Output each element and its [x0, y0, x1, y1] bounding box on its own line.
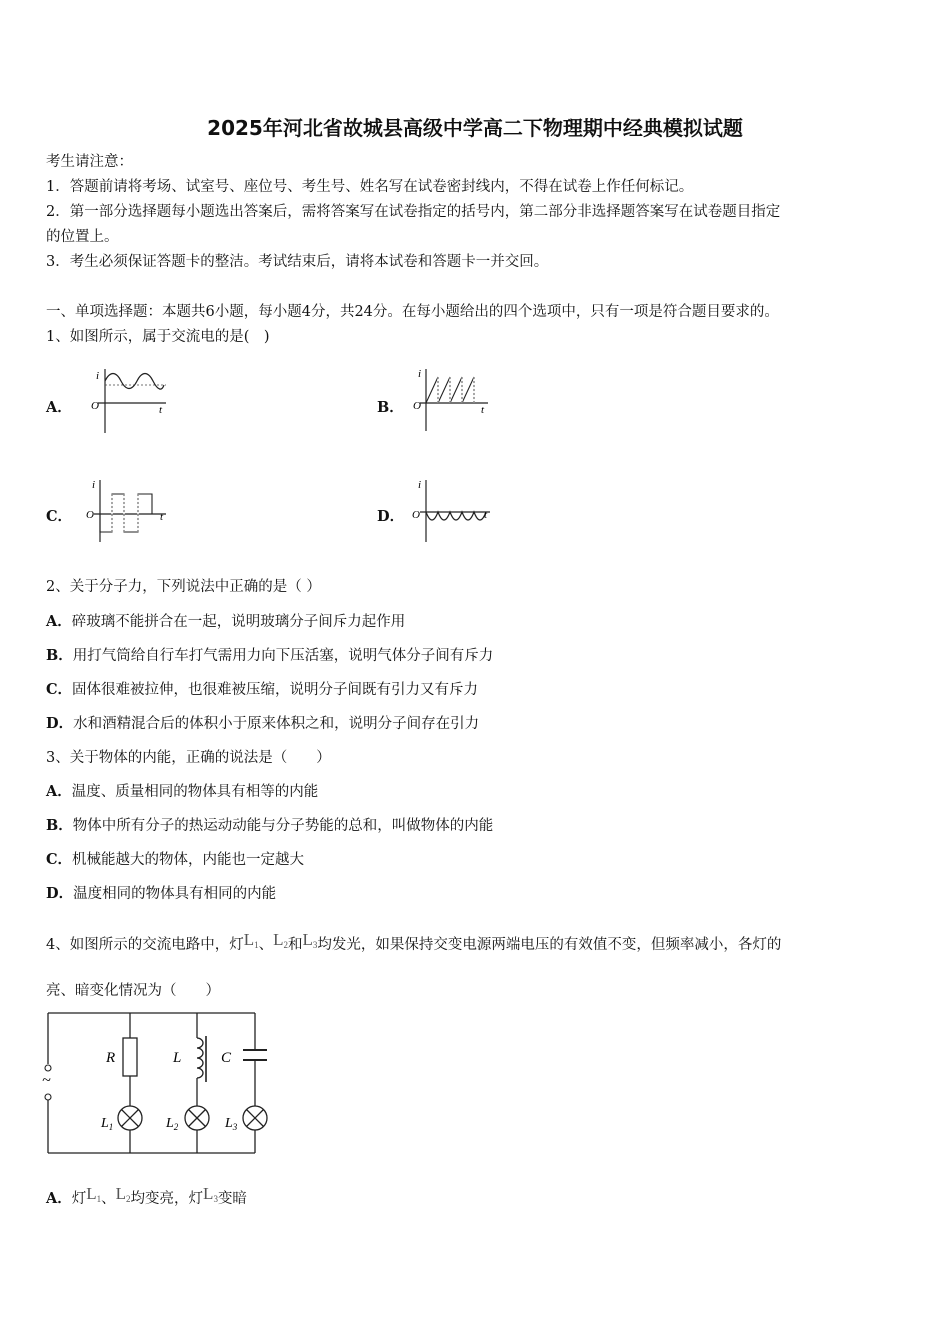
q4-stem	[46, 930, 781, 955]
graph-b-o-label: O	[413, 400, 421, 412]
q4-option-a-part1: 灯	[71, 1191, 87, 1207]
q1-graph-a	[88, 365, 178, 437]
q4-option-a	[46, 1184, 247, 1209]
q4-option-a-sep: 、	[101, 1191, 116, 1207]
section1-heading: 一、单项选择题：本题共6小题，每小题4分，共24分。在每小题给出的四个选项中，只有一项是符合题目要求的。	[46, 304, 779, 320]
q1-option-b-label: B．	[377, 399, 404, 416]
q4-option-a-part3: 变暗	[217, 1191, 247, 1207]
q3-option-c-label: C．	[46, 851, 73, 868]
inductor-l	[197, 1038, 203, 1078]
q4-option-a-lamp1: $L_1$	[86, 1184, 102, 1204]
q1-option-a-label: A．	[46, 399, 72, 416]
q3-option-c-text: 机械能越大的物体，内能也一定越大	[72, 852, 305, 868]
q2-option-d	[46, 714, 479, 734]
graph-c-i-label: i	[92, 479, 96, 491]
graph-a-i-label: i	[96, 370, 100, 382]
q3-option-a-label: A．	[46, 783, 72, 800]
graph-b-i-label: i	[418, 368, 422, 380]
graph-d-o-label: O	[412, 509, 420, 521]
q4-stem-lamp2: $L_2$	[273, 930, 289, 950]
q4-stem-part2: 均发光，如果保持交变电源两端电压的有效值不变，但频率减小，各灯的	[317, 937, 782, 953]
q4-stem-sep1: 、	[258, 937, 274, 953]
q4-stem-lamp1: $L_1$	[243, 930, 259, 950]
ac-source-symbol: ~	[42, 1072, 51, 1089]
notice-item-2: 2．第一部分选择题每小题选出答案后，需将答案写在试卷指定的括号内，第二部分非选择题答案写在试卷题目指定	[46, 204, 781, 220]
q4-stem-lamp3: $L_3$	[302, 930, 318, 950]
lamp-l2-label: $L_2$	[166, 1116, 179, 1132]
lamp-l3-label: $L_3$	[225, 1116, 238, 1132]
graph-a-o-label: O	[91, 400, 99, 412]
q4-stem-part1: 4、如图所示的交流电路中，灯	[46, 937, 244, 953]
q4-option-a-lamp2: $L_2$	[115, 1184, 131, 1204]
q1-option-c-label: C．	[46, 508, 73, 525]
q2-option-a-label: A．	[46, 613, 72, 630]
q2-option-b-label: B．	[46, 647, 73, 664]
q2-option-a-text: 碎玻璃不能拼合在一起，说明玻璃分子间斥力起作用	[71, 614, 406, 630]
q3-option-a-text: 温度、质量相同的物体具有相等的内能	[71, 784, 319, 800]
q3-option-d-text: 温度相同的物体具有相同的内能	[73, 886, 277, 902]
notice-heading: 考生请注意：	[46, 154, 133, 170]
q3-option-a	[46, 782, 318, 802]
q1-option-d-label: D．	[377, 508, 405, 525]
q4-stem-sep2: 和	[288, 937, 303, 953]
q3-option-d	[46, 884, 276, 904]
q4-circuit-diagram	[40, 1008, 280, 1158]
graph-b-t-label: t	[481, 404, 485, 416]
q2-option-b-text: 用打气筒给自行车打气需用力向下压活塞，说明气体分子间有斥力	[72, 648, 494, 664]
q2-stem: 2、关于分子力，下列说法中正确的是（ ）	[46, 579, 321, 595]
graph-d-t-label: t	[484, 509, 488, 521]
notice-item-1: 1．答题前请将考场、试室号、座位号、考生号、姓名写在试卷密封线内，不得在试卷上作任何标记。	[46, 179, 694, 195]
q2-option-d-text: 水和酒精混合后的体积小于原来体积之和，说明分子间存在引力	[73, 716, 480, 732]
q4-option-a-part2: 均变亮，灯	[130, 1191, 204, 1207]
graph-c-t-label: t	[160, 511, 164, 523]
q1-graph-c	[86, 476, 176, 548]
graph-d-i-label: i	[418, 479, 422, 491]
q4-option-a-lamp3: $L_3$	[203, 1184, 218, 1204]
graph-a-t-label: t	[159, 404, 163, 416]
q3-option-b	[46, 816, 493, 836]
q3-option-d-label: D．	[46, 885, 74, 902]
inductor-l-label: L	[173, 1050, 182, 1066]
q3-option-b-label: B．	[46, 817, 73, 834]
q1-graph-b	[410, 365, 500, 437]
graph-c-o-label: O	[86, 509, 94, 521]
q1-stem: 1、如图所示，属于交流电的是( )	[46, 329, 270, 345]
lamp-l1-label: $L_1$	[101, 1116, 114, 1132]
notice-item-2-cont: 的位置上。	[46, 229, 119, 245]
q4-option-a-label: A．	[46, 1190, 72, 1207]
q2-option-c	[46, 680, 478, 700]
q2-option-d-label: D．	[46, 715, 74, 732]
q1-graph-d	[410, 476, 500, 548]
resistor-r	[123, 1038, 137, 1076]
capacitor-c-label: C	[221, 1050, 232, 1066]
q2-option-c-label: C．	[46, 681, 73, 698]
exam-title: 2025年河北省故城县高级中学高二下物理期中经典模拟试题	[207, 116, 743, 140]
q2-option-a	[46, 612, 405, 632]
q2-option-c-text: 固体很难被拉伸，也很难被压缩，说明分子间既有引力又有斥力	[72, 682, 479, 698]
q3-stem: 3、关于物体的内能，正确的说法是（ ）	[46, 750, 331, 766]
q4-stem-line2: 亮、暗变化情况为（ ）	[46, 983, 220, 999]
q3-option-c	[46, 850, 304, 870]
q3-option-b-text: 物体中所有分子的热运动动能与分子势能的总和，叫做物体的内能	[72, 818, 494, 834]
notice-item-3: 3．考生必须保证答题卡的整洁。考试结束后，请将本试卷和答题卡一并交回。	[46, 254, 549, 270]
resistor-r-label: R	[106, 1050, 116, 1066]
q2-option-b	[46, 646, 493, 666]
